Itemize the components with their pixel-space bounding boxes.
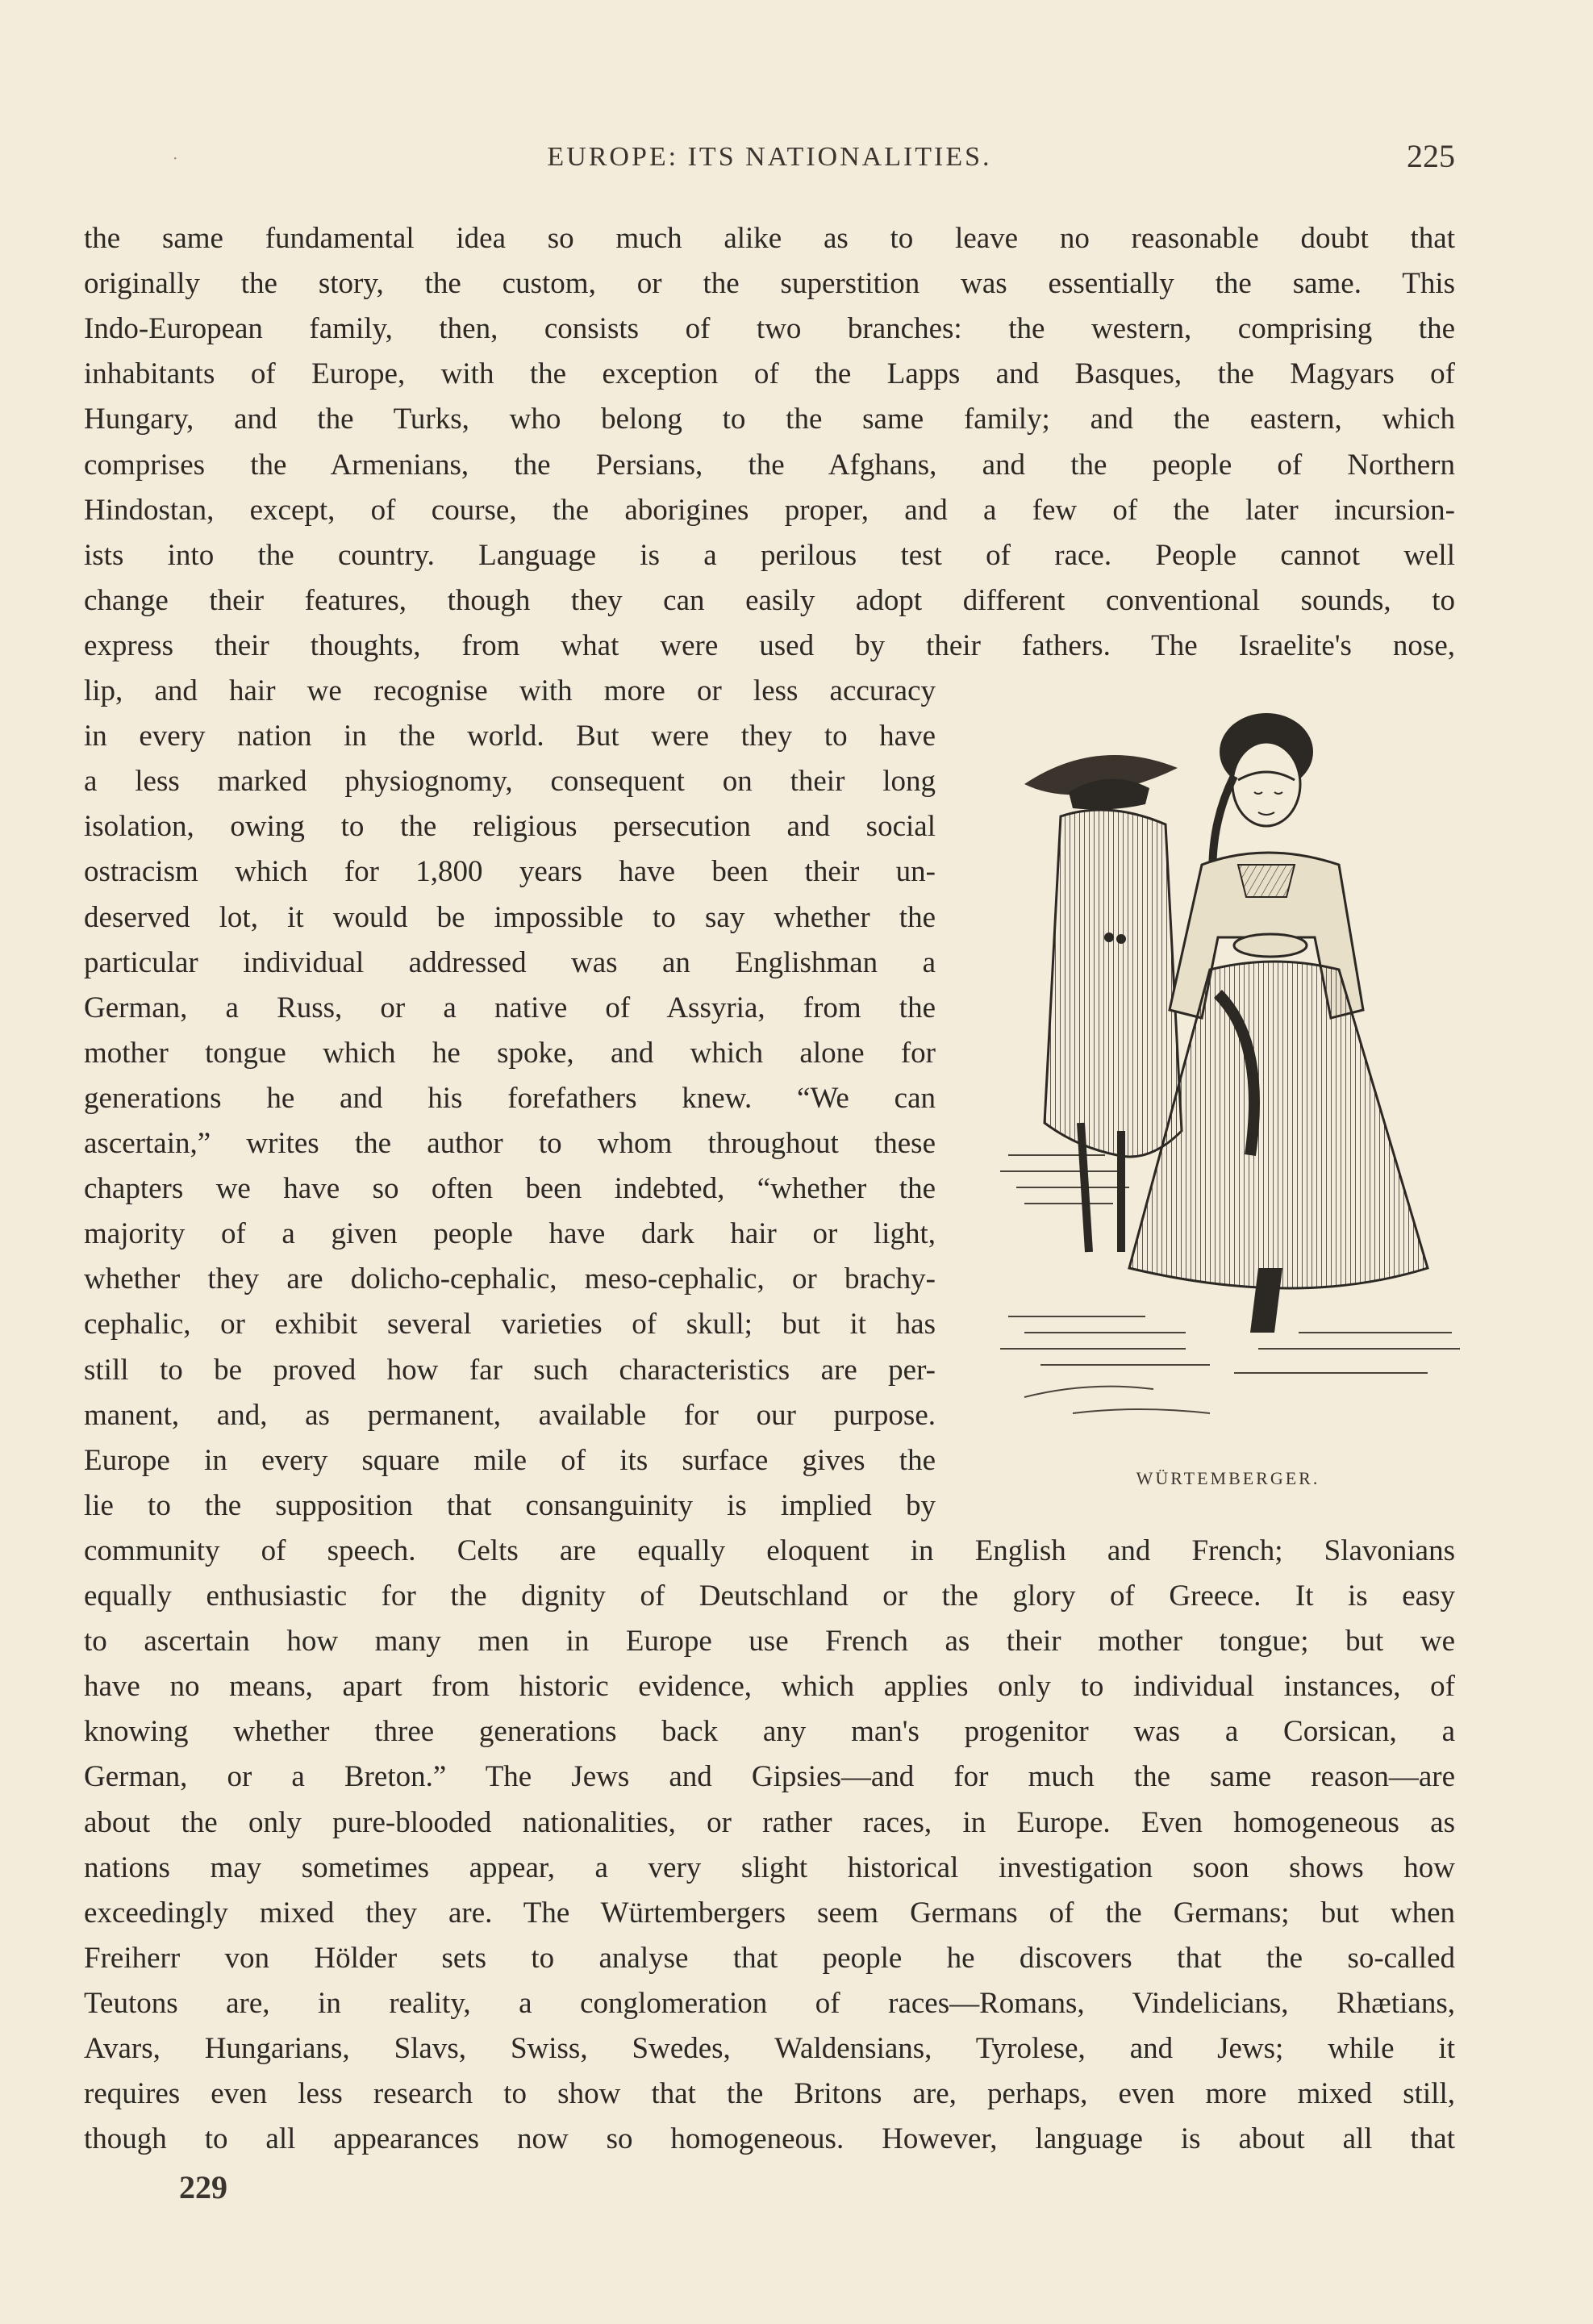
text-line: change their features, though they can easily adopt different conventional sounds, to bbox=[84, 583, 1455, 617]
text-line: lip, and hair we recognise with more or less accuracy bbox=[84, 674, 936, 707]
text-line: ostracism which for 1,800 years have been their un- bbox=[84, 855, 936, 889]
text-line: the same fundamental idea so much alike as to leave no reasonable doubt that bbox=[84, 222, 1455, 255]
text-line: to ascertain how many men in Europe use French as their mother tongue; but we bbox=[84, 1625, 1455, 1659]
text-line: Hungary, and the Turks, who belong to the same family; and the eastern, which bbox=[84, 403, 1455, 436]
running-header bbox=[84, 138, 1455, 179]
text-line: community of speech. Celts are equally eloquent in English and French; Slavonians bbox=[84, 1533, 1455, 1567]
text-line: though to all appearances now so homogeneous. However, language is about all that bbox=[84, 2122, 1455, 2156]
text-line: requires even less research to show that the Britons are, perhaps, even more mixed still, bbox=[84, 2077, 1455, 2111]
text-line: Freiherr von Hölder sets to analyse that people he discovers that the so-called bbox=[84, 1941, 1455, 1975]
text-line: manent, and, as permanent, available for our purpose. bbox=[84, 1398, 936, 1432]
figure-caption: WÜRTEMBERGER. bbox=[1136, 1468, 1320, 1488]
page-number: 225 bbox=[1407, 138, 1455, 174]
text-line: chapters we have so often been indebted, “whether the bbox=[84, 1172, 936, 1206]
text-line: originally the story, the custom, or the superstition was essentially the same. This bbox=[84, 267, 1455, 301]
text-line: German, or a Breton.” The Jews and Gipsies—and for much the same reason—are bbox=[84, 1760, 1455, 1794]
wurtemberger-illustration bbox=[992, 703, 1464, 1454]
text-line: in every nation in the world. But were they to have bbox=[84, 720, 936, 753]
text-line: inhabitants of Europe, with the exception of the Lapps and Basques, the Magyars of bbox=[84, 357, 1455, 391]
text-line: Europe in every square mile of its surface gives the bbox=[84, 1443, 936, 1477]
text-line: isolation, owing to the religious persecution and social bbox=[84, 810, 936, 844]
text-line: Teutons are, in reality, a conglomeration of races—Romans, Vindelicians, Rhætians, bbox=[84, 1986, 1455, 2020]
text-line: equally enthusiastic for the dignity of Deutschland or the glory of Greece. It is easy bbox=[84, 1579, 1455, 1613]
text-line: have no means, apart from historic evidence, which applies only to individual instances, of bbox=[84, 1670, 1455, 1704]
text-line: lie to the supposition that consanguinity is implied by bbox=[84, 1488, 936, 1522]
text-line: nations may sometimes appear, a very slight historical investigation soon shows how bbox=[84, 1850, 1455, 1884]
text-line: whether they are dolicho-cephalic, meso-cephalic, or brachy- bbox=[84, 1262, 936, 1296]
text-line: ascertain,” writes the author to whom throughout these bbox=[84, 1127, 936, 1160]
text-line: Hindostan, except, of course, the aborigines proper, and a few of the later incursion- bbox=[84, 493, 1455, 527]
text-line: about the only pure-blooded nationalities, or rather races, in Europe. Even homogeneous as bbox=[84, 1805, 1455, 1839]
text-line: ists into the country. Language is a perilous test of race. People cannot well bbox=[84, 538, 1455, 572]
running-title: EUROPE: ITS NATIONALITIES. bbox=[547, 142, 992, 172]
text-line: particular individual addressed was an Englishman a bbox=[84, 945, 936, 979]
text-line: still to be proved how far such characteristics are per- bbox=[84, 1353, 936, 1387]
text-line: cephalic, or exhibit several varieties of skull; but it has bbox=[84, 1308, 936, 1341]
signature-number: 229 bbox=[179, 2169, 227, 2205]
text-line: knowing whether three generations back any man's progenitor was a Corsican, a bbox=[84, 1715, 1455, 1749]
text-line: express their thoughts, from what were used by their fathers. The Israelite's nose, bbox=[84, 628, 1455, 662]
header-ornament: · bbox=[173, 148, 178, 168]
text-line: Indo-European family, then, consists of two branches: the western, comprising the bbox=[84, 312, 1455, 346]
text-line: majority of a given people have dark hair or light, bbox=[84, 1217, 936, 1251]
text-line: generations he and his forefathers knew. “We can bbox=[84, 1081, 936, 1115]
text-line: Avars, Hungarians, Slavs, Swiss, Swedes, Waldensians, Tyrolese, and Jews; while it bbox=[84, 2032, 1455, 2065]
text-line: deserved lot, it would be impossible to say whether the bbox=[84, 900, 936, 934]
text-line: exceedingly mixed they are. The Würtembergers seem Germans of the Germans; but when bbox=[84, 1896, 1455, 1930]
text-line: comprises the Armenians, the Persians, the Afghans, and the people of Northern bbox=[84, 448, 1455, 482]
text-line: mother tongue which he spoke, and which alone for bbox=[84, 1036, 936, 1070]
text-line: a less marked physiognomy, consequent on their long bbox=[84, 765, 936, 799]
text-line: German, a Russ, or a native of Assyria, from the bbox=[84, 991, 936, 1024]
